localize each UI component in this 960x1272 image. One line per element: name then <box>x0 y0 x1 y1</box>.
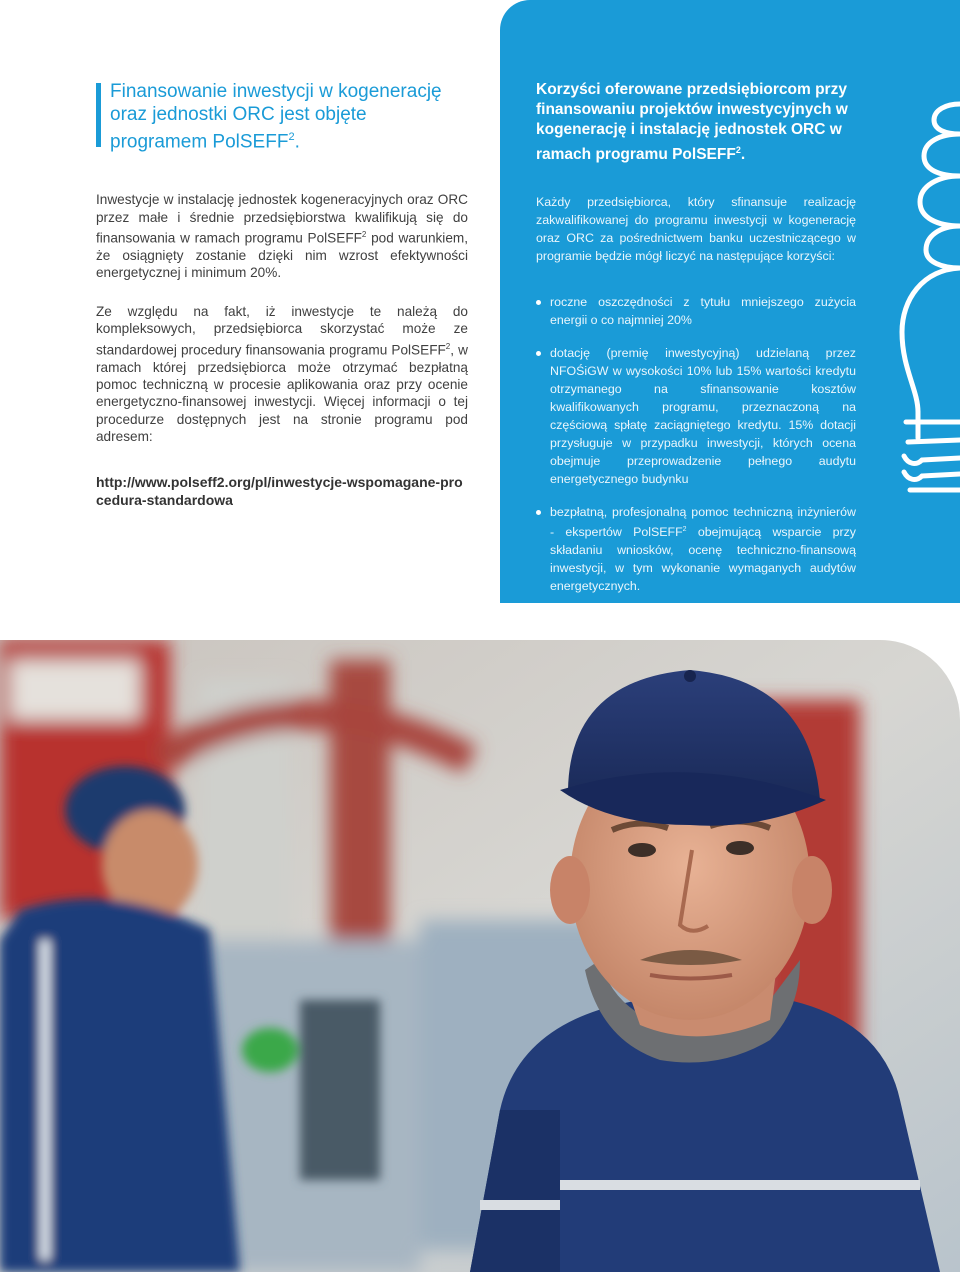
lead-heading <box>96 80 468 153</box>
bullet-dot-icon <box>536 300 541 305</box>
accent-bar <box>96 83 101 147</box>
industrial-worker-illustration <box>0 640 960 1272</box>
lead-line-3: programem PolSEFF <box>110 131 289 153</box>
light-bulb-outline-icon <box>888 92 960 502</box>
benefit-item-technical-help <box>536 503 856 595</box>
benefit-text: roczne oszczędności z tytułu mniejszego zużycia energii o co najmniej 20% <box>550 295 856 328</box>
benefit-text-cont: obejmującą wsparcie przy składaniu wniosków, ocenę techniczno-finansową inwestycji, w tym wykonanie wymaganych audytów energetycznych. <box>550 525 856 594</box>
panel-title <box>536 80 856 165</box>
left-column <box>96 80 468 509</box>
benefit-item-grant <box>536 344 856 488</box>
benefits-panel-content <box>536 80 856 603</box>
para1-text-b: pod warunkiem, że osiągnięty zostanie dzięki nim wzrost efektywności energetycznej i minimum 20%. <box>96 230 468 281</box>
para1-text-a: Inwestycje w instalację jednostek kogeneracyjnych oraz ORC przez małe i średnie przedsiębiorstwa kwalifikują się do finansowania w ramach programu PolSEFF <box>96 192 468 246</box>
lead-line-1: Finansowanie inwestycji w kogenerację <box>110 81 442 102</box>
para2-sup: 2 <box>445 341 451 351</box>
para1-sup: 2 <box>361 230 367 240</box>
paragraph-procedure <box>96 303 468 446</box>
para2-text-b: , w ramach której przedsiębiorca może otrzymać bezpłatną pomoc techniczną w procesie aplikowania oraz przy ocenie energetyczno-finansowej inwestycji. Więcej informacji o tej procedurze dostępnych jest na stronie programu pod adresem: <box>96 342 468 445</box>
bullet-dot-icon <box>536 510 541 515</box>
benefits-panel <box>500 0 960 603</box>
worker-photo <box>0 640 960 1272</box>
panel-intro: Każdy przedsiębiorca, który sfinansuje realizację zakwalifikowanej do programu inwestycji w kogenerację oraz ORC za pośrednictwem banku uczestniczącego w programie będzie mógł liczyć na następujące korzyści: <box>536 195 856 264</box>
panel-title-sup: 2 <box>735 145 741 155</box>
benefits-list <box>536 293 856 595</box>
panel-title-text-b: . <box>740 146 746 164</box>
lead-sup: 2 <box>288 131 295 143</box>
para2-text-a: Ze względu na fakt, iż inwestycje te należą do kompleksowych, przedsiębiorca skorzystać może ze standardowej procedury finansowania programu PolSEFF <box>96 303 468 358</box>
procedure-url-link[interactable]: http://www.polseff2.org/pl/inwestycje-wspomagane-procedura-standardowa <box>96 473 463 508</box>
benefit-text: bezpłatną, profesjonalną pomoc techniczną inżynierów - ekspertów PolSEFF <box>550 505 856 540</box>
panel-title-text-a: Korzyści oferowane przedsiębiorcom przy finansowaniu projektów inwestycyjnych w kogenerację i instalację jednostek ORC w ramach programu PolSEFF <box>536 81 848 164</box>
benefit-sup: 2 <box>682 526 687 534</box>
lead-end: . <box>294 131 300 153</box>
lead-line-2: oraz jednostki ORC jest objęte <box>110 104 367 125</box>
bullet-dot-icon <box>536 351 541 356</box>
benefit-item-savings <box>536 293 856 329</box>
paragraph-eligibility <box>96 191 468 282</box>
benefit-text: dotację (premię inwestycyjną) udzielaną przez NFOŚiGW w wysokości 10% lub 15% wartości kredytu otrzymanego na sfinansowanie kosztów kwalifikowanych programu, przeznaczoną na częściową spłatę zaciągniętego kredytu. 15% dotacji przysługuje w przypadku inwestycji, których ocena obejmuje przeprowadzenie pełnego audytu energetycznego budynku <box>550 346 856 487</box>
